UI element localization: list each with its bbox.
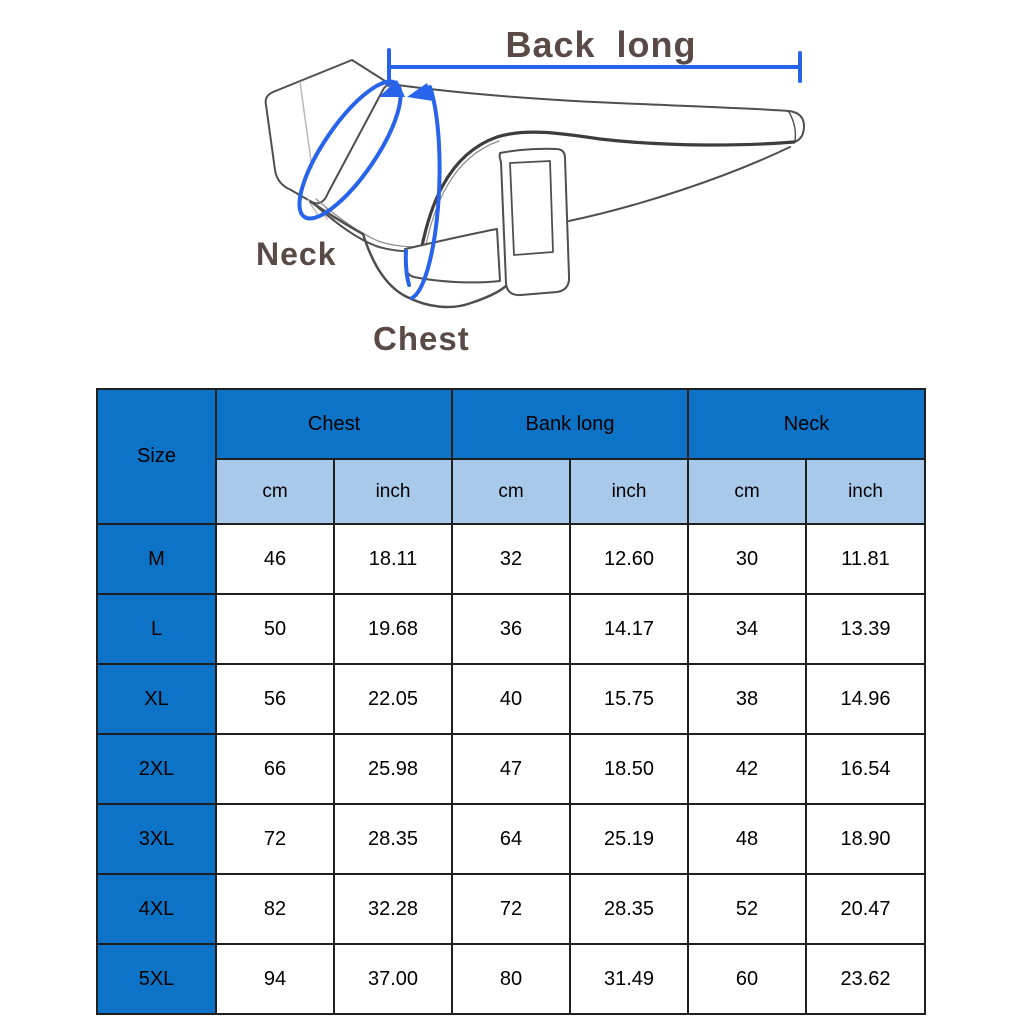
unit-header-cm: cm [452, 459, 570, 524]
value-cell: 18.11 [334, 524, 452, 594]
value-cell: 14.17 [570, 594, 688, 664]
group-header-chest: Chest [216, 389, 452, 459]
value-cell: 12.60 [570, 524, 688, 594]
coat-collar [266, 60, 387, 203]
value-cell: 19.68 [334, 594, 452, 664]
size-cell: M [97, 524, 216, 594]
table-row [97, 944, 925, 1014]
value-cell: 14.96 [806, 664, 925, 734]
value-cell: 46 [216, 524, 334, 594]
value-cell: 48 [688, 804, 806, 874]
value-cell: 13.39 [806, 594, 925, 664]
table-row [97, 664, 925, 734]
size-cell: 5XL [97, 944, 216, 1014]
value-cell: 50 [216, 594, 334, 664]
value-cell: 25.19 [570, 804, 688, 874]
value-cell: 30 [688, 524, 806, 594]
value-cell: 42 [688, 734, 806, 804]
value-cell: 28.35 [334, 804, 452, 874]
unit-header-row [97, 459, 925, 524]
value-cell: 64 [452, 804, 570, 874]
value-cell: 15.75 [570, 664, 688, 734]
value-cell: 34 [688, 594, 806, 664]
size-cell: XL [97, 664, 216, 734]
value-cell: 72 [452, 874, 570, 944]
coat-back-line [390, 84, 804, 142]
value-cell: 36 [452, 594, 570, 664]
value-cell: 31.49 [570, 944, 688, 1014]
value-cell: 18.90 [806, 804, 925, 874]
coat-bottom-hem [569, 147, 790, 221]
value-cell: 18.50 [570, 734, 688, 804]
size-header-cell: Size [97, 389, 216, 524]
back-long-label: Back long [505, 24, 697, 65]
table-row [97, 804, 925, 874]
unit-header-cm: cm [216, 459, 334, 524]
value-cell: 20.47 [806, 874, 925, 944]
unit-header-inch: inch [334, 459, 452, 524]
group-header-bank-long: Bank long [452, 389, 688, 459]
leg-hole [405, 229, 500, 282]
size-cell: 3XL [97, 804, 216, 874]
size-table [96, 388, 926, 1015]
size-cell: 2XL [97, 734, 216, 804]
neck-label: Neck [256, 236, 337, 272]
value-cell: 52 [688, 874, 806, 944]
value-cell: 47 [452, 734, 570, 804]
value-cell: 80 [452, 944, 570, 1014]
value-cell: 82 [216, 874, 334, 944]
value-cell: 56 [216, 664, 334, 734]
unit-header-inch: inch [806, 459, 925, 524]
size-cell: 4XL [97, 874, 216, 944]
value-cell: 11.81 [806, 524, 925, 594]
table-row [97, 594, 925, 664]
value-cell: 28.35 [570, 874, 688, 944]
chest-label: Chest [373, 320, 470, 357]
value-cell: 32 [452, 524, 570, 594]
buckle [510, 161, 553, 255]
value-cell: 94 [216, 944, 334, 1014]
group-header-neck: Neck [688, 389, 925, 459]
value-cell: 66 [216, 734, 334, 804]
value-cell: 40 [452, 664, 570, 734]
table-row [97, 874, 925, 944]
value-cell: 23.62 [806, 944, 925, 1014]
value-cell: 22.05 [334, 664, 452, 734]
value-cell: 16.54 [806, 734, 925, 804]
value-cell: 72 [216, 804, 334, 874]
value-cell: 37.00 [334, 944, 452, 1014]
unit-header-cm: cm [688, 459, 806, 524]
coat-sketch [266, 60, 804, 307]
value-cell: 60 [688, 944, 806, 1014]
table-row [97, 524, 925, 594]
value-cell: 38 [688, 664, 806, 734]
size-cell: L [97, 594, 216, 664]
value-cell: 32.28 [334, 874, 452, 944]
group-header-row [97, 389, 925, 459]
value-cell: 25.98 [334, 734, 452, 804]
unit-header-inch: inch [570, 459, 688, 524]
coat-tail-inner-line [789, 112, 795, 141]
table-row [97, 734, 925, 804]
